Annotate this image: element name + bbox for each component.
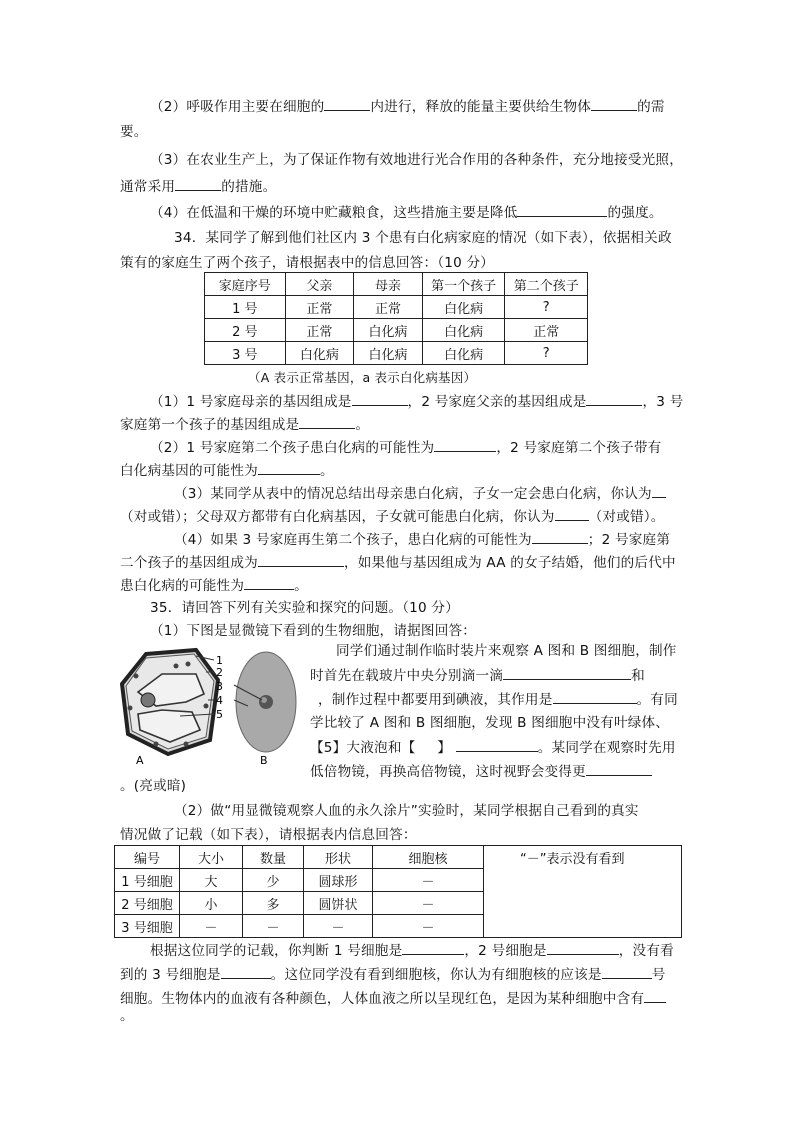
q33-p3c: 的措施。 bbox=[221, 179, 277, 195]
table-row bbox=[205, 296, 588, 319]
table-header-row bbox=[115, 846, 682, 869]
q35-p1: （1）下图是显微镜下看到的生物细胞，请据图回答： bbox=[150, 623, 477, 639]
table-cell: ? bbox=[505, 342, 588, 365]
q34-s2-line1 bbox=[150, 437, 661, 458]
q34-s1b: ，2 号家庭父亲的基因组成是 bbox=[407, 394, 587, 410]
q34-s3-line2 bbox=[120, 506, 665, 527]
q33-p3b: 通常采用 bbox=[120, 179, 176, 195]
q34-s4f: 。 bbox=[294, 578, 308, 594]
table-cell: 白化病 bbox=[422, 319, 505, 342]
q33-blank-4[interactable] bbox=[517, 202, 607, 217]
q35-t3b: 。有同 bbox=[636, 692, 678, 708]
q35-blank-4[interactable] bbox=[456, 737, 538, 752]
fig-label-4: 4 bbox=[216, 694, 223, 707]
q35-blood-table bbox=[114, 845, 682, 938]
q34-s3-line1 bbox=[174, 483, 666, 504]
q35-t7: 。(亮或暗) bbox=[120, 778, 187, 794]
table-cell: 大 bbox=[180, 869, 243, 892]
q33-blank-2[interactable] bbox=[591, 96, 637, 111]
table-cell: 圆球形 bbox=[304, 869, 373, 892]
table-cell: 正常 bbox=[285, 296, 354, 319]
q35-t2-line bbox=[310, 665, 645, 686]
q35-r2a: 到的 3 号细胞是 bbox=[120, 967, 221, 983]
plant-cell-a bbox=[122, 650, 218, 754]
q35-r1c: ，没有看 bbox=[618, 943, 674, 959]
table-cell: 2 号细胞 bbox=[115, 892, 180, 915]
table-cell: 1 号细胞 bbox=[115, 869, 180, 892]
q34-blank-5[interactable] bbox=[258, 460, 320, 475]
table-cell: 多 bbox=[243, 892, 304, 915]
q34-s4e: 患白化病的可能性为 bbox=[120, 578, 245, 594]
table-cell: ? bbox=[505, 296, 588, 319]
q33-line-4 bbox=[150, 202, 663, 223]
q35-blank-2[interactable] bbox=[310, 690, 318, 704]
q33-p4a: （4）在低温和干燥的环境中贮藏粮食，这些措施主要是降低 bbox=[150, 205, 518, 221]
q34-s3a: （3）某同学从表中的情况总结出母亲患白化病，子女一定会患白化病，你认为 bbox=[174, 486, 652, 502]
table-cell: 圆饼状 bbox=[304, 892, 373, 915]
table-cell: 正常 bbox=[354, 296, 423, 319]
q34-s2b: ，2 号家庭第二个孩子带有 bbox=[496, 440, 662, 456]
q34-blank-4[interactable] bbox=[434, 437, 496, 452]
q35-blank-1[interactable] bbox=[503, 665, 631, 680]
q33-line-2 bbox=[150, 96, 665, 117]
q35-blank-10[interactable] bbox=[644, 988, 666, 1003]
q35-t6-line bbox=[310, 761, 652, 782]
q35-p2a: （2）做“用显微镜观察人血的永久涂片”实验时，某同学根据自己看到的真实 bbox=[174, 803, 639, 819]
q34-s1d: 家庭第一个孩子的基因组成是 bbox=[120, 417, 300, 433]
table-cell: － bbox=[304, 915, 373, 938]
table-header-row bbox=[205, 273, 588, 296]
q35-r1a: 根据这位同学的记载，你判断 1 号细胞是 bbox=[150, 943, 403, 959]
q34-s1-line2 bbox=[120, 414, 369, 435]
q34-blank-10[interactable] bbox=[244, 575, 294, 590]
table-header: 形状 bbox=[304, 846, 373, 869]
q34-s4-line2 bbox=[120, 552, 676, 573]
q33-p4b: 的强度。 bbox=[607, 205, 663, 221]
q34-s2c: 白化病基因的可能性为 bbox=[120, 463, 258, 479]
table-cell: 少 bbox=[243, 869, 304, 892]
q34-blank-7[interactable] bbox=[555, 506, 589, 521]
q35-t2: 时首先在载玻片中央分别滴一滴 bbox=[310, 668, 504, 684]
q34-s2-line2 bbox=[120, 460, 334, 481]
q35-t4: 学比较了 A 图和 B 图细胞，发现 B 图细胞中没有叶绿体、 bbox=[310, 715, 670, 731]
q35-blank-3[interactable] bbox=[553, 689, 637, 704]
fig-label-3: 3 bbox=[216, 680, 223, 693]
q34-s3c: （对或错）。 bbox=[588, 509, 665, 525]
table-cell: 1 号 bbox=[205, 296, 286, 319]
q35-r4: 。 bbox=[120, 1008, 134, 1024]
table-cell: － bbox=[180, 915, 243, 938]
table-cell: 3 号 bbox=[205, 342, 286, 365]
q33-p2b: 内进行，释放的能量主要供给生物体 bbox=[370, 99, 592, 115]
q34-intro-1: 34．某同学了解到他们社区内 3 个患有白化病家庭的情况（如下表），依据相关政 bbox=[174, 230, 672, 246]
table-cell: － bbox=[373, 892, 484, 915]
table-cell: 白化病 bbox=[354, 319, 423, 342]
table-header: 编号 bbox=[115, 846, 180, 869]
fig-label-b: B bbox=[260, 754, 268, 767]
table-cell: 白化病 bbox=[354, 342, 423, 365]
table-cell: － bbox=[243, 915, 304, 938]
q35-r1-line bbox=[150, 940, 674, 961]
q35-t5c: 。某同学在观察时先用 bbox=[537, 740, 676, 756]
q33-p2d: 要。 bbox=[120, 124, 148, 140]
q34-family-table bbox=[204, 272, 588, 365]
q34-blank-1[interactable] bbox=[352, 391, 408, 406]
table-cell: 白化病 bbox=[422, 342, 505, 365]
table-cell: 正常 bbox=[505, 319, 588, 342]
q34-s4-line3 bbox=[120, 575, 308, 596]
q34-s2d: 。 bbox=[319, 463, 334, 479]
table-row bbox=[205, 342, 588, 365]
q35-blank-6[interactable] bbox=[402, 940, 464, 955]
q34-s3b: （对或错）；父母双方都带有白化病基因，子女就可能患白化病，你认为 bbox=[120, 509, 555, 525]
table-cell: 3 号细胞 bbox=[115, 915, 180, 938]
fig-label-5: 5 bbox=[216, 708, 223, 721]
q34-s4b: ；2 号家庭第 bbox=[587, 532, 671, 548]
q35-t6: 低倍物镜，再换高倍物镜，这时视野会变得更 bbox=[310, 764, 586, 780]
q35-t5b: 】 bbox=[437, 740, 452, 756]
q35-t5-line bbox=[310, 737, 676, 758]
q35-t2b: 和 bbox=[631, 668, 645, 684]
table-header: 家庭序号 bbox=[205, 273, 286, 296]
q34-s2a: （2）1 号家庭第二个孩子患白化病的可能性为 bbox=[150, 440, 435, 456]
q35-blank-8[interactable] bbox=[221, 964, 271, 979]
fig-label-2: 2 bbox=[216, 666, 223, 679]
table-row bbox=[205, 319, 588, 342]
table-cell: － bbox=[373, 869, 484, 892]
q33-p2a: （2）呼吸作用主要在细胞的 bbox=[150, 99, 325, 115]
q34-blank-3[interactable] bbox=[299, 414, 355, 429]
q35-t5a: 【5】大液泡和【 bbox=[310, 740, 416, 756]
q35-r2c: 号 bbox=[651, 967, 666, 983]
q35-blank-5[interactable] bbox=[586, 761, 652, 776]
table-header: 母亲 bbox=[354, 273, 423, 296]
q34-s1c: ，3 号 bbox=[642, 394, 684, 410]
table-note: “－”表示没有看到 bbox=[484, 846, 682, 938]
q34-blank-8[interactable] bbox=[532, 529, 588, 544]
q35-intro: 35．请回答下列有关实验和探究的问题。（10 分） bbox=[150, 600, 459, 616]
q35-t1: 同学们通过制作临时装片来观察 A 图和 B 图细胞，制作 bbox=[336, 643, 677, 659]
q34-s1a: （1）1 号家庭母亲的基因组成是 bbox=[150, 394, 352, 410]
table-header: 第一个孩子 bbox=[422, 273, 505, 296]
q35-r3: 细胞。生物体内的血液有各种颜色，人体血液之所以呈现红色，是因为某种细胞中含有 bbox=[120, 991, 645, 1007]
table-header: 第二个孩子 bbox=[505, 273, 588, 296]
table-cell: － bbox=[373, 915, 484, 938]
table-cell: 白化病 bbox=[285, 342, 354, 365]
q35-blank-9[interactable] bbox=[602, 964, 652, 979]
table-cell: 正常 bbox=[285, 319, 354, 342]
q35-r1b: ，2 号细胞是 bbox=[464, 943, 547, 959]
table-header: 数量 bbox=[243, 846, 304, 869]
q34-blank-2[interactable] bbox=[586, 391, 642, 406]
q33-p2c: 的需 bbox=[637, 99, 665, 115]
q34-s4c: 二个孩子的基因组成为 bbox=[120, 555, 258, 571]
table-cell: 小 bbox=[180, 892, 243, 915]
q35-p2b: 情况做了记载（如下表），请根据表内信息回答： bbox=[120, 827, 417, 843]
table-header: 细胞核 bbox=[373, 846, 484, 869]
table-header: 大小 bbox=[180, 846, 243, 869]
animal-cell-b bbox=[236, 652, 296, 752]
q33-line-3b bbox=[120, 176, 276, 197]
table-cell: 2 号 bbox=[205, 319, 286, 342]
q34-s4-line1 bbox=[174, 529, 670, 550]
table-cell: 白化病 bbox=[422, 296, 505, 319]
q35-t3a: ，制作过程中都要用到碘液，其作用是 bbox=[318, 692, 553, 708]
cell-figure bbox=[116, 644, 302, 768]
fig-label-a: A bbox=[136, 754, 144, 767]
q35-r2b: 。这位同学没有看到细胞核，你认为有细胞核的应该是 bbox=[270, 967, 602, 983]
fig-label-1: 1 bbox=[216, 654, 223, 667]
q35-t3-line bbox=[310, 689, 678, 710]
q34-s1e: 。 bbox=[355, 417, 370, 433]
q35-r2-line bbox=[120, 964, 666, 985]
q34-note: （A 表示正常基因，a 表示白化病基因） bbox=[248, 370, 477, 385]
q34-blank-6[interactable] bbox=[652, 483, 666, 498]
q34-s4a: （4）如果 3 号家庭再生第二个孩子，患白化病的可能性为 bbox=[174, 532, 532, 548]
table-header: 父亲 bbox=[285, 273, 354, 296]
q33-blank-3[interactable] bbox=[175, 176, 221, 191]
q34-intro-2: 策有的家庭生了两个孩子，请根据表中的信息回答：（10 分） bbox=[120, 255, 495, 271]
q33-p3a: （3）在农业生产上，为了保证作物有效地进行光合作用的各种条件，充分地接受光照， bbox=[150, 152, 684, 168]
q34-blank-9[interactable] bbox=[258, 552, 344, 567]
q34-s4d: ，如果他与基因组成为 AA 的女子结婚，他们的后代中 bbox=[343, 555, 676, 571]
q33-blank-1[interactable] bbox=[324, 96, 370, 111]
q35-blank-7[interactable] bbox=[547, 940, 619, 955]
q35-r3-line bbox=[120, 988, 666, 1009]
q34-s1-line1 bbox=[150, 391, 683, 412]
